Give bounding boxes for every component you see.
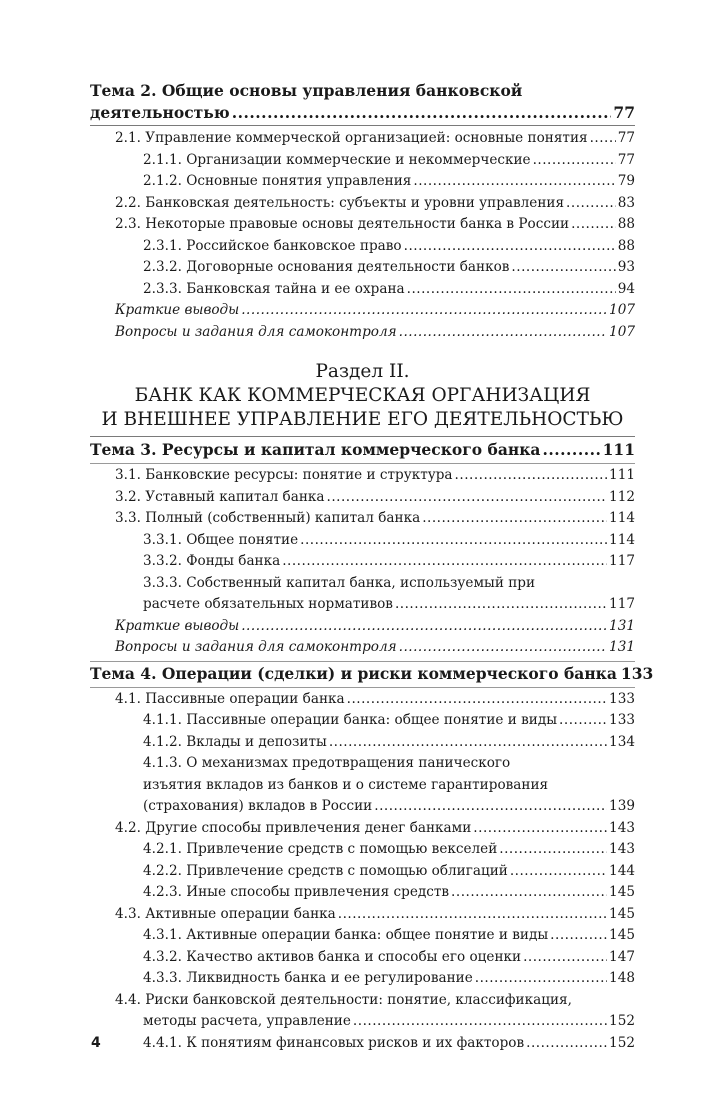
page-ref: 143	[609, 841, 635, 857]
leader-dots	[407, 279, 616, 301]
theme-title-line: Тема 2. Общие основы управления банковской	[90, 81, 523, 100]
toc-theme-3[interactable]	[90, 439, 635, 461]
toc-entry-2-3-1[interactable]	[90, 236, 635, 258]
leader-dots	[526, 1033, 607, 1055]
leader-dots	[232, 102, 612, 124]
page-ref: 111	[602, 440, 635, 459]
page-ref: 152	[609, 1034, 635, 1051]
entry-label: 4.3.1. Активные операции банка: общее понятие и виды	[143, 927, 549, 943]
section-number: Раздел II.	[315, 361, 410, 382]
table-of-contents	[90, 80, 654, 1054]
entry-label: 2.1.2. Основные понятия управления	[143, 173, 412, 189]
leader-dots	[395, 594, 607, 616]
entry-label: 4.2.1. Привлечение средств с помощью векселей	[143, 841, 498, 857]
toc-entry-4-1-2[interactable]	[90, 732, 635, 754]
leader-dots	[533, 150, 616, 172]
entry-label-line: методы расчета, управление	[143, 1013, 351, 1029]
toc-entry-3-3[interactable]	[90, 508, 635, 530]
entry-label-line: 4.1.3. О механизмах предотвращения панического	[143, 755, 511, 771]
leader-dots	[327, 487, 608, 509]
page-ref: 143	[609, 819, 635, 836]
leader-dots	[571, 214, 616, 236]
entry-label-line: изъятия вкладов из банков и о системе гарантирования	[143, 776, 549, 793]
toc-entry-4-1-3[interactable]	[90, 753, 635, 818]
toc-entry-2-1[interactable]	[90, 128, 635, 150]
leader-dots	[510, 861, 607, 883]
divider	[90, 436, 635, 437]
leader-dots	[413, 171, 615, 193]
toc-entry-2-1-1[interactable]	[90, 150, 635, 172]
entry-label: 4.4.1. К понятиям финансовых рисков и их факторов	[143, 1034, 525, 1051]
entry-label-line: 4.4. Риски банковской деятельности: понятие, классификация,	[115, 991, 572, 1008]
leader-dots	[523, 947, 607, 969]
divider	[90, 463, 635, 464]
entry-label: 2.1. Управление коммерческой организацией: основные понятия	[115, 130, 588, 146]
entry-label: 3.1. Банковские ресурсы: понятие и структура	[115, 467, 453, 483]
page-ref: 147	[609, 948, 635, 965]
page-ref: 148	[609, 970, 635, 986]
toc-entry-2-3[interactable]	[90, 214, 635, 236]
page-ref: 107	[609, 323, 635, 340]
entry-label: Краткие выводы	[115, 302, 240, 318]
toc-entry-4-2-1[interactable]	[90, 839, 635, 861]
leader-dots	[422, 508, 607, 530]
entry-label: 3.2. Уставный капитал банка	[115, 488, 325, 505]
leader-dots	[499, 839, 607, 861]
leader-dots	[473, 818, 607, 840]
leader-dots	[399, 322, 607, 344]
toc-entry-questions[interactable]	[90, 322, 635, 344]
leader-dots	[511, 257, 615, 279]
toc-entry-3-3-1[interactable]	[90, 530, 635, 552]
section-heading	[90, 360, 635, 432]
leader-dots	[451, 882, 607, 904]
page-ref: 83	[617, 194, 635, 211]
entry-label: 2.2. Банковская деятельность: субъекты и уровни управления	[115, 194, 565, 211]
leader-dots	[241, 616, 607, 638]
page-ref: 133	[609, 690, 635, 707]
theme-title: Тема 4. Операции (сделки) и риски коммерческого банка	[90, 663, 617, 683]
entry-label: 4.3.2. Качество активов банка и способы его оценки	[143, 948, 522, 965]
toc-entry-summary[interactable]	[90, 300, 635, 322]
leader-dots	[399, 637, 607, 659]
theme-title: Тема 3. Ресурсы и капитал коммерческого банка	[90, 440, 541, 459]
toc-entry-3-1[interactable]	[90, 465, 635, 487]
page-ref: 93	[617, 259, 635, 275]
entry-label-line: 3.3.3. Собственный капитал банка, используемый при	[143, 574, 536, 591]
page-ref: 133	[609, 712, 635, 728]
page-ref: 131	[609, 617, 635, 634]
toc-entry-4-4-1[interactable]	[90, 1033, 635, 1055]
leader-dots	[455, 465, 608, 487]
toc-entry-3-3-3[interactable]	[90, 573, 635, 616]
page-ref: 77	[617, 151, 635, 168]
toc-entry-4-3-1[interactable]	[90, 925, 635, 947]
entry-label: 4.1.1. Пассивные операции банка: общее понятие и виды	[143, 712, 558, 728]
divider	[90, 125, 635, 126]
toc-theme-4[interactable]	[90, 663, 654, 685]
leader-dots	[475, 968, 607, 990]
page-ref: 152	[609, 1013, 635, 1029]
toc-entry-3-2[interactable]	[90, 487, 635, 509]
toc-entry-2-2[interactable]	[90, 193, 635, 215]
page-number: 4	[91, 1035, 101, 1051]
entry-label: 2.3.2. Договорные основания деятельности банков	[143, 259, 510, 275]
page-ref: 145	[609, 884, 635, 900]
page-ref: 145	[609, 927, 635, 943]
toc-entry-2-1-2[interactable]	[90, 171, 635, 193]
page-ref: 117	[609, 596, 635, 612]
page-ref: 112	[609, 488, 635, 505]
entry-label: Краткие выводы	[115, 617, 240, 634]
leader-dots	[282, 551, 607, 573]
entry-label: 4.2. Другие способы привлечения денег банками	[115, 819, 472, 836]
leader-dots	[338, 904, 607, 926]
page-ref: 144	[609, 862, 635, 879]
leader-dots	[300, 530, 607, 552]
page-ref: 131	[609, 639, 635, 655]
leader-dots	[347, 689, 607, 711]
page-ref: 88	[617, 237, 635, 254]
leader-dots	[590, 128, 616, 150]
entry-label: Вопросы и задания для самоконтроля	[115, 639, 397, 655]
leader-dots	[374, 796, 607, 818]
toc-entry-4-3-2[interactable]	[90, 947, 635, 969]
section-title-line: И ВНЕШНЕЕ УПРАВЛЕНИЕ ЕГО ДЕЯТЕЛЬНОСТЬЮ	[101, 409, 624, 430]
entry-label-line: расчете обязательных нормативов	[143, 596, 393, 612]
entry-label: 3.3. Полный (собственный) капитал банка	[115, 510, 421, 526]
page-ref: 114	[609, 510, 635, 526]
leader-dots	[566, 193, 616, 215]
page-ref: 134	[609, 733, 635, 750]
toc-entry-4-3[interactable]	[90, 904, 635, 926]
leader-dots	[550, 925, 607, 947]
toc-entry-4-1-1[interactable]	[90, 710, 635, 732]
entry-label: 3.3.1. Общее понятие	[143, 531, 299, 548]
theme-title-line: деятельностью	[90, 103, 230, 122]
toc-entry-4-4[interactable]	[90, 990, 635, 1033]
page-ref: 139	[609, 798, 635, 814]
entry-label: 4.2.2. Привлечение средств с помощью облигаций	[143, 862, 508, 879]
entry-label: 2.1.1. Организации коммерческие и некоммерческие	[143, 151, 531, 168]
leader-dots	[559, 710, 607, 732]
toc-entry-4-2-3[interactable]	[90, 882, 635, 904]
page-ref: 117	[609, 553, 635, 569]
divider	[90, 661, 635, 662]
page-ref: 114	[609, 531, 635, 548]
entry-label: 4.2.3. Иные способы привлечения средств	[143, 884, 450, 900]
toc-theme-2[interactable]	[90, 80, 635, 124]
leader-dots	[404, 236, 616, 258]
leader-dots	[353, 1011, 607, 1033]
entry-label: 3.3.2. Фонды банка	[143, 553, 281, 569]
entry-label: 2.3. Некоторые правовые основы деятельности банка в России	[115, 216, 570, 232]
page-ref: 94	[617, 280, 635, 297]
page-ref: 79	[617, 173, 635, 189]
entry-label: Вопросы и задания для самоконтроля	[115, 323, 397, 340]
page-ref: 133	[620, 663, 654, 683]
toc-entry-4-2-2[interactable]	[90, 861, 635, 883]
page-ref: 107	[609, 302, 635, 318]
leader-dots	[329, 732, 607, 754]
page-ref: 111	[609, 467, 635, 483]
page-ref: 88	[617, 216, 635, 232]
page-ref: 145	[609, 905, 635, 922]
entry-label: 2.3.1. Российское банковское право	[143, 237, 402, 254]
leader-dots	[241, 300, 607, 322]
toc-entry-4-3-3[interactable]	[90, 968, 635, 990]
toc-entry-2-3-3[interactable]	[90, 279, 635, 301]
leader-dots	[542, 439, 600, 461]
toc-entry-questions[interactable]	[90, 637, 635, 659]
entry-label: 4.1. Пассивные операции банка	[115, 690, 345, 707]
page-ref: 77	[613, 103, 635, 122]
entry-label: 2.3.3. Банковская тайна и ее охрана	[143, 280, 405, 297]
divider	[90, 687, 635, 688]
toc-entry-summary[interactable]	[90, 616, 635, 638]
entry-label: 4.3. Активные операции банка	[115, 905, 336, 922]
entry-label: 4.3.3. Ликвидность банка и ее регулирование	[143, 970, 473, 986]
section-title-line: БАНК КАК КОММЕРЧЕСКАЯ ОРГАНИЗАЦИЯ	[134, 385, 591, 406]
toc-entry-4-2[interactable]	[90, 818, 635, 840]
entry-label: 4.1.2. Вклады и депозиты	[143, 733, 327, 750]
toc-entry-4-1[interactable]	[90, 689, 635, 711]
page-ref: 77	[617, 130, 635, 146]
entry-label-line: (страхования) вкладов в России	[143, 798, 373, 814]
toc-entry-3-3-2[interactable]	[90, 551, 635, 573]
toc-entry-2-3-2[interactable]	[90, 257, 635, 279]
